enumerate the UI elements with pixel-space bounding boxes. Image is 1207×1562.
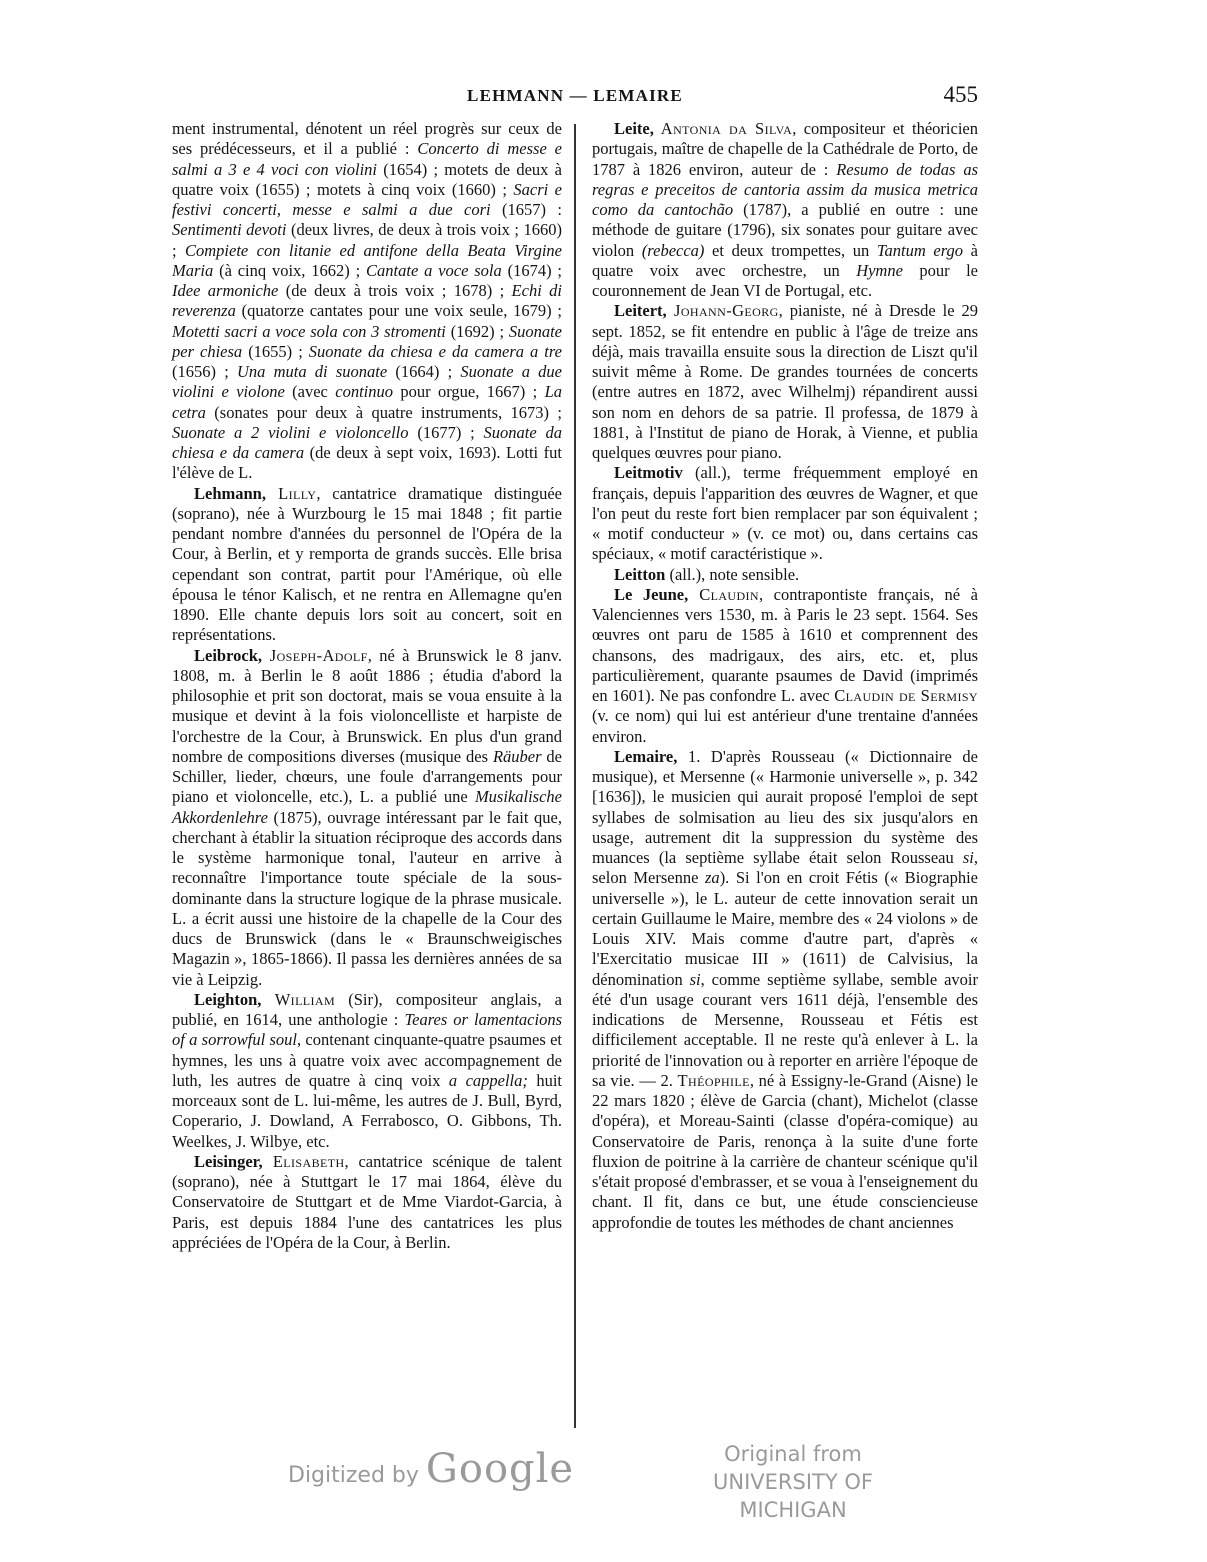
digitized-by-google-watermark: Digitized by Google (288, 1446, 575, 1492)
original-from-watermark: Original from UNIVERSITY OF MICHIGAN (713, 1442, 873, 1522)
entry-leitton: Leitton (all.), note sensible. (614, 564, 800, 584)
entry-headword: Leighton, (194, 989, 262, 1009)
entry-leitert: Leitert, Johann-Georg, pianiste, né à Dresde le 29 sept. 1852, se fit entendre en public à l'âge de treize ans déjà, mais travailla ensuite sous la direction de Liszt qu'il suivit même à Rome. De grandes tournées de concerts (entre autres en 1872, avec Wilhelmj) répandirent aussi son nom en dehors de sa patrie. Il professa, de 1879 à 1881, à l'Institut de piano de Horak, à Vienne, et publia quelques œuvres pour piano. (592, 301, 978, 462)
google-logo: Google (425, 1446, 575, 1492)
entry-headword: Leite, (614, 119, 654, 138)
entry-leite: Leite, Antonia da Silva, compositeur et théoricien portugais, maître de chapelle de la Cathédrale de Porto, de 1787 à 1826 environ, auteur de : Resumo de todas as regras e preceitos de cantoria assim da musica metrica como da cantochão (1787), a publié en outre : une méthode de guitare (1796), six sonates pour guitare avec violon (rebecca) et deux trompettes, un Tantum ergo à quatre voix avec orchestre, un Hymne pour le couronnement de Jean VI de Portugal, etc. (592, 119, 979, 300)
entry-headword: Leitmotiv (614, 463, 683, 483)
entry-le-jeune: Le Jeune, Claudin, contrapontiste français, né à Valenciennes vers 1530, m. à Paris le 23 sept. 1564. Ses œuvres ont paru de 1585 à 1610 et comprennent des chansons, des madrigaux, des airs, etc. et, plus particulièrement, quarante psaumes de David (imprimés en 1601). Ne pas confondre L. avec Claudin de Sermisy (v. ce nom) qui lui est antérieur d'une trentaine d'années environ. (592, 584, 978, 746)
entry-headword: Leitton (614, 564, 666, 584)
running-head: LEHMANN — LEMAIRE (467, 86, 683, 105)
entry-lemaire: Lemaire, 1. D'après Rousseau (« Dictionnaire de musique), et Mersenne (« Harmonie universelle », p. 342 [1636]), le musicien qui aurait proposé l'emploi de sept syllabes de solmisation au lieu des six jusqu'alors en usage, autrement dit la suppression du système des muances (la septième syllabe était selon Rousseau si, selon Mersenne za). Si l'on en croit Fétis (« Biographie universelle »), le L. auteur de cette innovation serait un certain Guillaume le Maire, membre des « 24 violons » de Louis XIV. Mais comme d'autre part, d'après « l'Exercitatio musicae III » (1611) de Calvisius, la dénomination si, comme septième syllabe, semble avoir été d'un usage courant vers 1611 déjà, l'ensemble des indications de Mersenne, Rousseau et Fétis est difficilement acceptable. Il ne reste qu'à enlever à L. la priorité de l'innovation ou à reporter en arrière l'époque de sa vie. — 2. Théophile, né à Essigny-le-Grand (Aisne) le 22 mars 1820 ; élève de Garcia (chant), Michelot (classe d'opéra), et Moreau-Sainti (classe d'opéra-comique) au Conservatoire de Paris, renonça à la suite d'une forte fluxion de poitrine à la carrière de chanteur scénique qu'il s'était proposé d'embrasser, et se voua à l'enseignement du chant. Il fit, dans ce but, une étude consciencieuse approfondie de toutes les méthodes de chant anciennes (592, 746, 978, 1232)
left-column (172, 119, 562, 1253)
column-divider (574, 124, 576, 1428)
entry-headword: Leibrock, (194, 645, 262, 665)
entry-lehmann: Lehmann, Lilly, cantatrice dramatique distinguée (soprano), née à Wurzbourg le 15 mai 1848 ; fit partie pendant nombre d'années du personnel de l'Opéra de la Cour, à Berlin, et y remporta de grands succès. Elle brisa cependant son contrat, partit pour l'Amérique, où elle épousa le ténor Kalisch, et ne rentra en Allemagne qu'en 1890. Elle chante depuis lors soit au concert, soit en représentations. (172, 483, 562, 645)
entry-headword: Lehmann, (194, 483, 266, 503)
entry-headword: Lemaire, (614, 746, 678, 766)
right-column (592, 119, 978, 1233)
entry-continuation: ment instrumental, dénotent un réel progrès sur ceux de ses prédécesseurs, et il a publié : Concerto di messe e salmi a 3 e 4 voci con violini (1654) ; motets de deux à quatre voix (1655) ; motets à cinq voix (1660) ; Sacri e festivi concerti, messe e salmi a due cori (1657) : Sentimenti devoti (deux livres, de deux à trois voix ; 1660) ; Compiete con litanie ed antifone della Beata Virgine Maria (à cinq voix, 1662) ; Cantate a voce sola (1674) ; Idee armoniche (de deux à trois voix ; 1678) ; Echi di reverenza (quatorze cantates pour une voix seule, 1679) ; Motetti sacri a voce sola con 3 stromenti (1692) ; Suonate per chiesa (1655) ; Suonate da chiesa e da camera a tre (1656) ; Una muta di suonate (1664) ; Suonate a due violini e violone (avec continuo pour orgue, 1667) ; La cetra (sonates pour deux à quatre instruments, 1673) ; Suonate a 2 violini e violoncello (1677) ; Suonate da chiesa e da camera (de deux à sept voix, 1693). Lotti fut l'élève de L. (172, 119, 563, 483)
entry-headword: Leisinger, (194, 1151, 263, 1171)
page-number: 455 (943, 82, 978, 107)
entry-headword: Le Jeune, (614, 584, 689, 604)
entry-leitmotiv: Leitmotiv (all.), terme fréquemment employé en français, depuis l'apparition des œuvres de Wagner, et que l'on peut du reste fort bien remplacer par son équivalent ; « motif conducteur » (v. ce mot) ou, dans certains cas spéciaux, « motif caractéristique ». (592, 463, 978, 564)
entry-leisinger: Leisinger, Elisabeth, cantatrice scénique de talent (soprano), née à Stuttgart le 17 mai 1864, élève du Conservatoire de Stuttgart et de Mme Viardot-Garcia, à Paris, est depuis 1884 l'une des cantatrices les plus appréciées de l'Opéra de la Cour, à Berlin. (172, 1151, 562, 1252)
scan-footer (0, 1440, 1207, 1522)
entry-leighton: Leighton, William (Sir), compositeur anglais, a publié, en 1614, une anthologie : Teares or lamentacions of a sorrowful soul, contenant cinquante-quatre psaumes et hymnes, les uns à quatre voix avec accompagnement de luth, les autres de quatre à cinq voix a cappella; huit morceaux sont de L. lui-même, les autres de J. Bull, Byrd, Coperario, J. Dowland, A Ferrabosco, O. Gibbons, Th. Weelkes, J. Wilbye, etc. (172, 989, 563, 1151)
entry-headword: Leitert, (614, 301, 667, 321)
entry-leibrock: Leibrock, Joseph-Adolf, né à Brunswick le 8 janv. 1808, m. à Berlin le 8 août 1886 ; étudia d'abord la philosophie et prit son doctorat, mais se voua ensuite à la musique et devint à la fois violoncelliste et harpiste de l'orchestre de la Cour, à Brunswick. En plus d'un grand nombre de compositions diverses (musique des Räuber de Schiller, lieder, chœurs, une foule d'arrangements pour piano et violoncelle, etc.), L. a publié une Musikalische Akkordenlehre (1875), ouvrage intéressant par le fait que, cherchant à établir la situation réciproque des accords dans le système harmonique tonal, l'auteur en arrive à reconnaître l'importance toute spéciale de la sous-dominante dans la structure logique de la phrase musicale. L. a écrit aussi une histoire de la chapelle de la Cour des ducs de Brunswick (dans le « Braunschweigisches Magazin », 1865-1866). Il passa les dernières années de sa vie à Leipzig. (172, 645, 563, 989)
page-header (172, 84, 978, 110)
